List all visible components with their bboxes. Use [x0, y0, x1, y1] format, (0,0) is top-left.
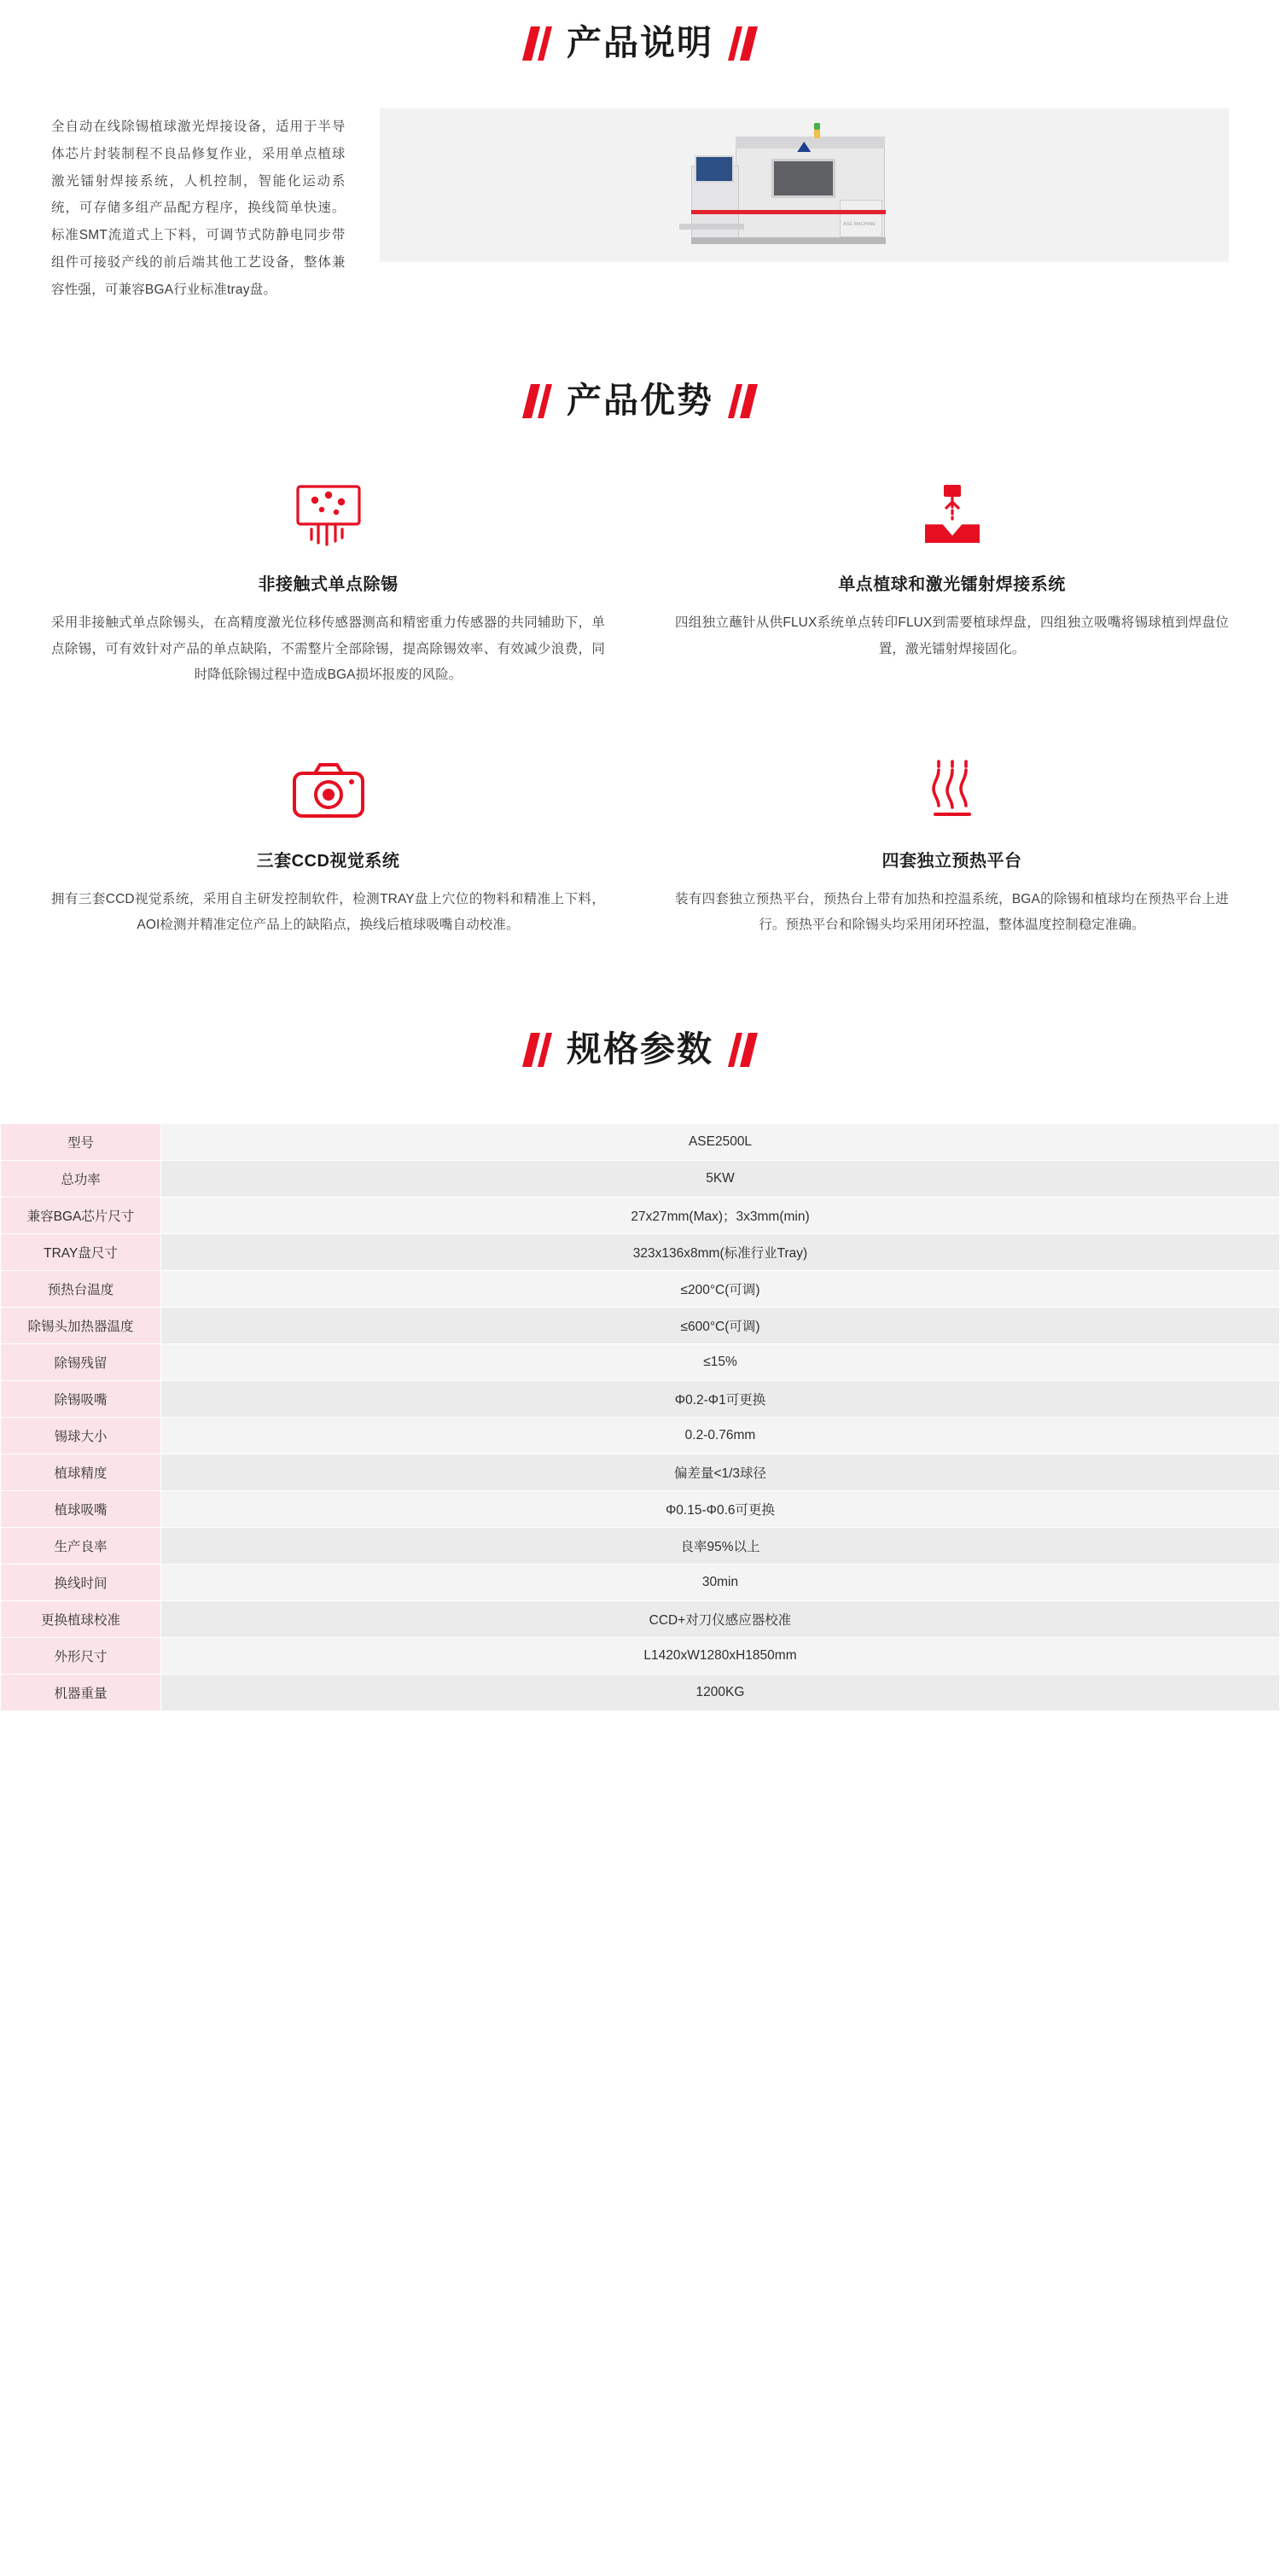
- table-row: [1, 1454, 1280, 1491]
- advantage-desc: 采用非接触式单点除锡头，在高精度激光位移传感器测高和精密重力传感器的共同辅助下，单点除锡，可有效针对产品的单点缺陷，不需整片全部除锡，提高除锡效率、有效减少浪费，同时降低除锡过程中造成BGA损坏报废的风险。: [51, 615, 605, 682]
- table-row: [1, 1234, 1280, 1271]
- spec-value: L1420xW1280xH1850mm: [161, 1638, 1280, 1675]
- slash-decor-right-icon: [732, 26, 753, 61]
- bottom-spacer: [0, 1711, 1280, 1735]
- advantages-section: [0, 383, 1280, 938]
- spec-value: CCD+对刀仪感应器校准: [161, 1601, 1280, 1638]
- advantage-title: 四套独立预热平台: [881, 852, 1022, 871]
- spec-key: 兼容BGA芯片尺寸: [1, 1198, 161, 1234]
- heat-icon: [675, 755, 1229, 828]
- spec-key: 植球吸嘴: [1, 1491, 161, 1528]
- advantage-title: 三套CCD视觉系统: [256, 852, 400, 871]
- advantage-item: [675, 755, 1229, 938]
- spec-value: 323x136x8mm(标准行业Tray): [161, 1234, 1280, 1271]
- table-row: [1, 1308, 1280, 1344]
- page-title: 产品说明: [567, 23, 713, 62]
- spec-value: ≤200°C(可调): [161, 1271, 1280, 1308]
- advantage-desc: 四组独立蘸针从供FLUX系统单点转印FLUX到需要植球焊盘，四组独立吸嘴将锡球植到焊盘位置，激光镭射焊接固化。: [675, 615, 1229, 656]
- table-row: [1, 1601, 1280, 1638]
- spec-key: 更换植球校准: [1, 1601, 161, 1638]
- spec-value: 1200KG: [161, 1675, 1280, 1711]
- table-row: [1, 1344, 1280, 1381]
- product-description-text: 全自动在线除锡植球激光焊接设备，适用于半导体芯片封装制程不良品修复作业，采用单点植球激光镭射焊接系统，人机控制，智能化运动系统，可存储多组产品配方程序，换线简单快速。标准SMT流道式上下料，可调节式防静电同步带组件可接驳产线的前后端其他工艺设备，整体兼容性强，可兼容BGA行业标准tray盘。: [51, 119, 346, 297]
- spec-value: Φ0.15-Φ0.6可更换: [161, 1491, 1280, 1528]
- spec-key: 外形尺寸: [1, 1638, 161, 1675]
- spec-key: 型号: [1, 1124, 161, 1161]
- spec-value: 5KW: [161, 1161, 1280, 1198]
- spec-value: ≤600°C(可调): [161, 1308, 1280, 1344]
- slash-decor-right-icon: [732, 1033, 753, 1067]
- spec-key: 除锡残留: [1, 1344, 161, 1381]
- spec-key: 除锡头加热器温度: [1, 1308, 161, 1344]
- spec-value: 良率95%以上: [161, 1528, 1280, 1565]
- table-row: [1, 1124, 1280, 1161]
- advantage-item: [51, 478, 605, 688]
- advantages-grid: [0, 478, 1280, 938]
- spec-key: 换线时间: [1, 1565, 161, 1601]
- section-heading-product-desc: [0, 23, 1280, 62]
- spec-value: 0.2-0.76mm: [161, 1418, 1280, 1454]
- table-row: [1, 1491, 1280, 1528]
- spec-key: 机器重量: [1, 1675, 161, 1711]
- spec-value: 30min: [161, 1565, 1280, 1601]
- table-row: [1, 1418, 1280, 1454]
- product-photo: [380, 108, 1229, 262]
- advantage-item: [51, 755, 605, 938]
- spec-key: 锡球大小: [1, 1418, 161, 1454]
- spec-value: ASE2500L: [161, 1124, 1280, 1161]
- slash-decor-left-icon: [527, 384, 548, 418]
- slash-decor-left-icon: [527, 1033, 548, 1067]
- advantage-title: 单点植球和激光镭射焊接系统: [838, 575, 1066, 595]
- spec-key: 植球精度: [1, 1454, 161, 1491]
- table-row: [1, 1198, 1280, 1234]
- table-row: [1, 1381, 1280, 1418]
- table-row: [1, 1565, 1280, 1601]
- table-row: [1, 1528, 1280, 1565]
- specs-title: 规格参数: [567, 1029, 713, 1069]
- camera-icon: [51, 755, 605, 828]
- laser-weld-icon: [675, 478, 1229, 551]
- slash-decor-left-icon: [527, 26, 548, 61]
- section-heading-advantages: [0, 381, 1280, 421]
- advantage-desc: 装有四套独立预热平台，预热台上带有加热和控温系统，BGA的除锡和植球均在预热平台上进行。预热平台和除锡头均采用闭环控温，整体温度控制稳定准确。: [675, 892, 1229, 933]
- spec-key: 总功率: [1, 1161, 161, 1198]
- spec-key: TRAY盘尺寸: [1, 1234, 161, 1271]
- advantage-item: [675, 478, 1229, 688]
- advantage-desc: 拥有三套CCD视觉系统，采用自主研发控制软件，检测TRAY盘上穴位的物料和精准上下料，AOI检测并精准定位产品上的缺陷点，换线后植球吸嘴自动校准。: [51, 892, 605, 933]
- spec-value: 27x27mm(Max)；3x3mm(min): [161, 1198, 1280, 1234]
- machine-illustration-icon: ASE MACHINE: [676, 121, 932, 249]
- table-row: [1, 1675, 1280, 1711]
- spec-key: 除锡吸嘴: [1, 1381, 161, 1418]
- advantages-title: 产品优势: [567, 381, 713, 421]
- advantage-title: 非接触式单点除锡: [258, 575, 399, 595]
- table-row: [1, 1161, 1280, 1198]
- spec-value: Φ0.2-Φ1可更换: [161, 1381, 1280, 1418]
- table-row: [1, 1638, 1280, 1675]
- spec-value: ≤15%: [161, 1344, 1280, 1381]
- specifications-table: [0, 1123, 1280, 1711]
- slash-decor-right-icon: [732, 384, 753, 418]
- table-row: [1, 1271, 1280, 1308]
- spec-value: 偏差量<1/3球径: [161, 1454, 1280, 1491]
- desolder-icon: [51, 478, 605, 551]
- spec-key: 生产良率: [1, 1528, 161, 1565]
- specifications-section: [0, 1029, 1280, 1711]
- section-heading-specs: [0, 1029, 1280, 1069]
- product-description-row: [0, 108, 1280, 303]
- spec-key: 预热台温度: [1, 1271, 161, 1308]
